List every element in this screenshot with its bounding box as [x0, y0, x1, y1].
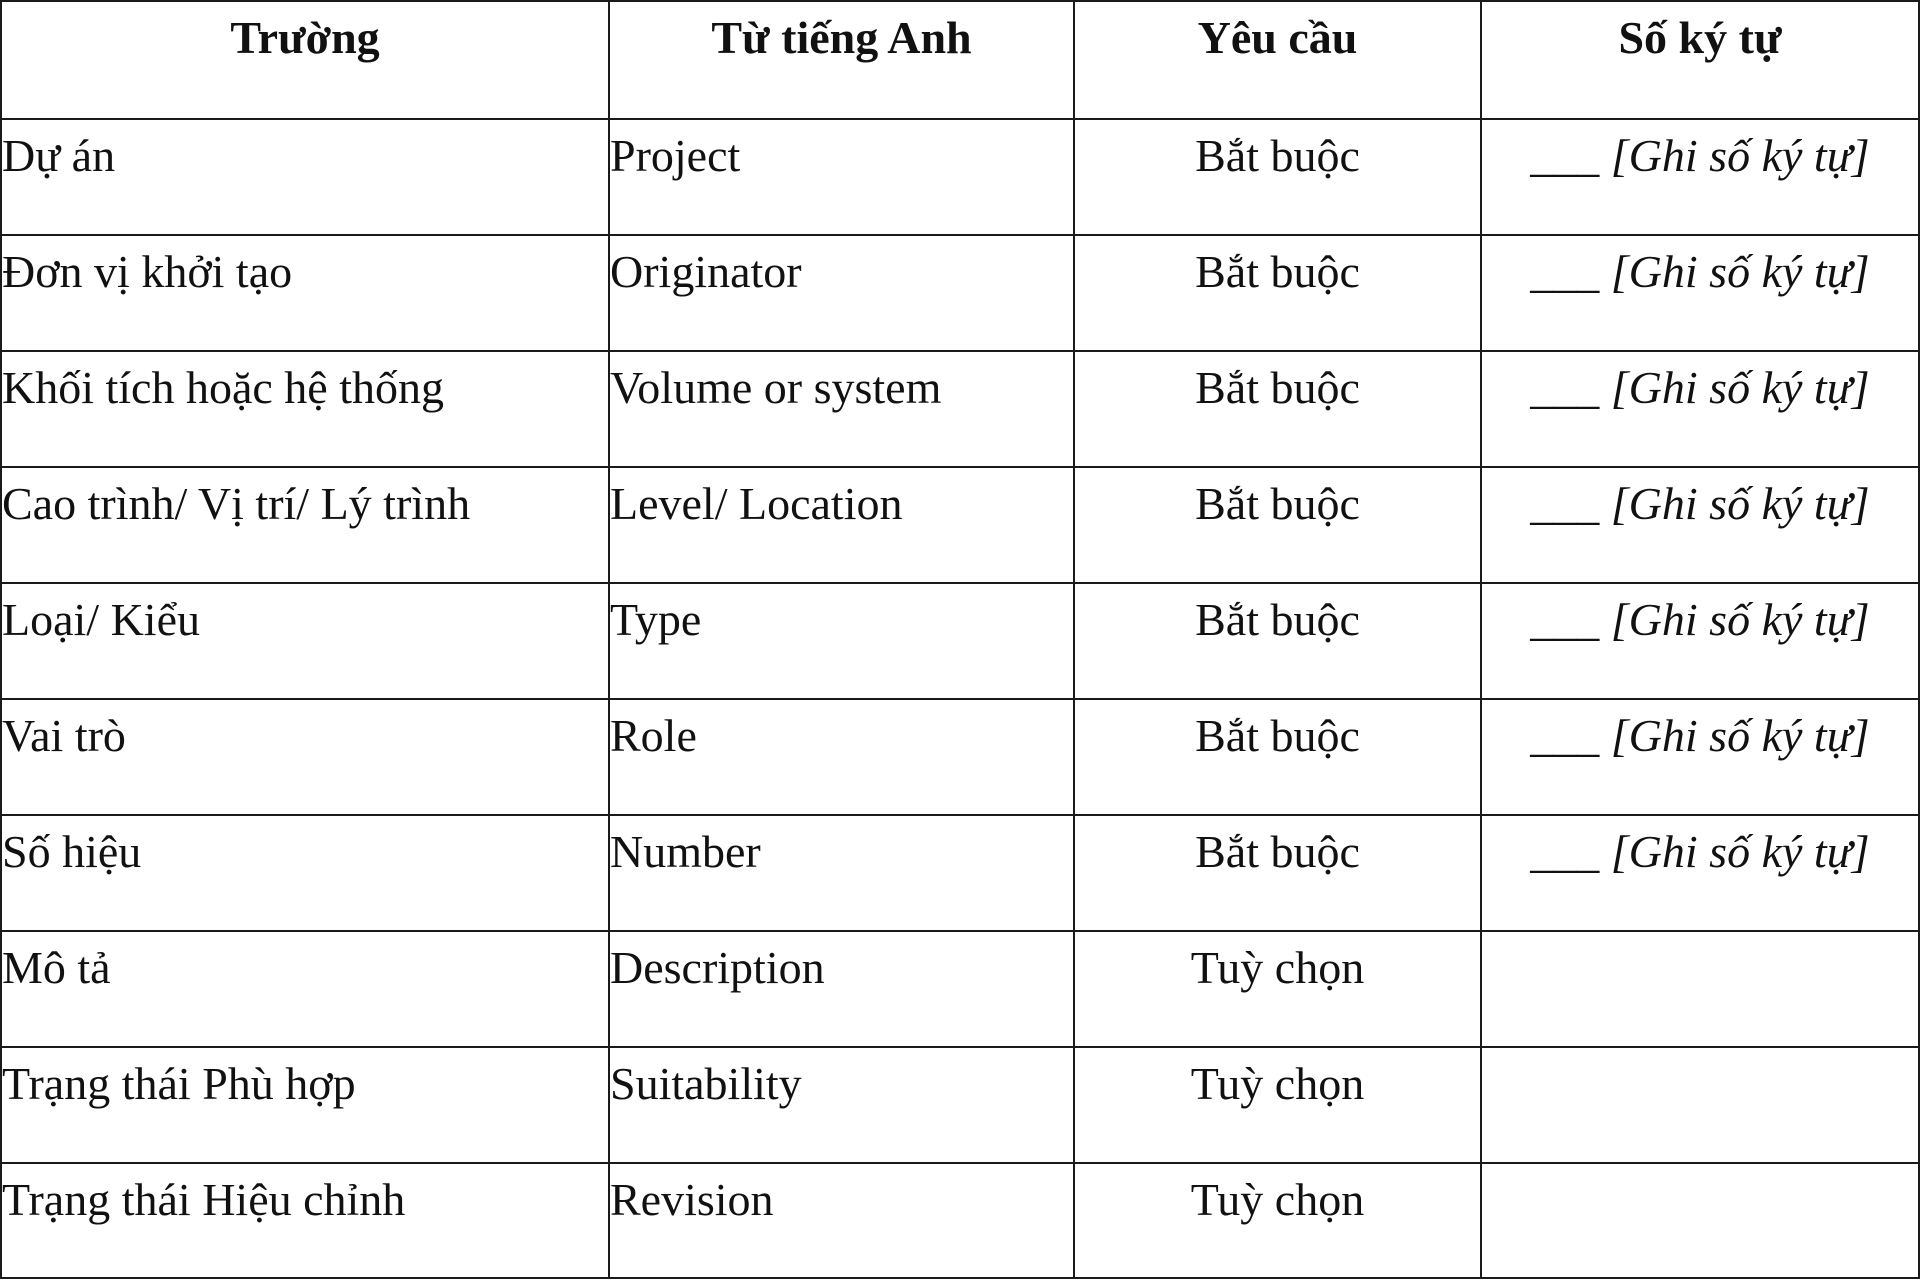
cell-field: Loại/ Kiểu — [1, 583, 609, 699]
cell-english: Project — [609, 119, 1074, 235]
table-row — [1, 1163, 1919, 1278]
char-count-blank: ___ — [1530, 478, 1600, 529]
cell-field: Số hiệu — [1, 815, 609, 931]
cell-char-count — [1481, 235, 1919, 351]
cell-requirement: Tuỳ chọn — [1074, 1047, 1481, 1163]
table-row — [1, 583, 1919, 699]
header-field: Trường — [1, 1, 609, 119]
cell-field: Cao trình/ Vị trí/ Lý trình — [1, 467, 609, 583]
header-char-count: Số ký tự — [1481, 1, 1919, 119]
char-count-note: [Ghi số ký tự] — [1610, 246, 1870, 297]
table-row — [1, 699, 1919, 815]
cell-requirement: Bắt buộc — [1074, 467, 1481, 583]
table-row — [1, 815, 1919, 931]
cell-english: Role — [609, 699, 1074, 815]
cell-requirement: Bắt buộc — [1074, 351, 1481, 467]
cell-char-count — [1481, 351, 1919, 467]
char-count-blank: ___ — [1530, 130, 1600, 181]
cell-requirement: Bắt buộc — [1074, 119, 1481, 235]
cell-english: Number — [609, 815, 1074, 931]
cell-field: Dự án — [1, 119, 609, 235]
char-count-note: [Ghi số ký tự] — [1610, 826, 1870, 877]
cell-char-count — [1481, 1163, 1919, 1278]
cell-english: Type — [609, 583, 1074, 699]
cell-field: Trạng thái Hiệu chỉnh — [1, 1163, 609, 1278]
char-count-note: [Ghi số ký tự] — [1610, 130, 1870, 181]
cell-english: Suitability — [609, 1047, 1074, 1163]
cell-requirement: Tuỳ chọn — [1074, 1163, 1481, 1278]
table-row — [1, 931, 1919, 1047]
cell-english: Originator — [609, 235, 1074, 351]
char-count-blank: ___ — [1530, 710, 1600, 761]
cell-requirement: Bắt buộc — [1074, 583, 1481, 699]
char-count-blank: ___ — [1530, 246, 1600, 297]
table-row — [1, 1047, 1919, 1163]
cell-english: Revision — [609, 1163, 1074, 1278]
header-row — [1, 1, 1919, 119]
cell-english: Description — [609, 931, 1074, 1047]
cell-english: Level/ Location — [609, 467, 1074, 583]
char-count-blank: ___ — [1530, 826, 1600, 877]
char-count-note: [Ghi số ký tự] — [1610, 710, 1870, 761]
cell-field: Mô tả — [1, 931, 609, 1047]
cell-char-count — [1481, 583, 1919, 699]
table-row — [1, 235, 1919, 351]
header-english: Từ tiếng Anh — [609, 1, 1074, 119]
char-count-note: [Ghi số ký tự] — [1610, 362, 1870, 413]
cell-requirement: Bắt buộc — [1074, 235, 1481, 351]
cell-field: Đơn vị khởi tạo — [1, 235, 609, 351]
cell-requirement: Tuỳ chọn — [1074, 931, 1481, 1047]
cell-requirement: Bắt buộc — [1074, 815, 1481, 931]
char-count-note: [Ghi số ký tự] — [1610, 594, 1870, 645]
cell-field: Vai trò — [1, 699, 609, 815]
cell-field: Trạng thái Phù hợp — [1, 1047, 609, 1163]
header-requirement: Yêu cầu — [1074, 1, 1481, 119]
cell-char-count — [1481, 467, 1919, 583]
table-row — [1, 119, 1919, 235]
cell-requirement: Bắt buộc — [1074, 699, 1481, 815]
cell-english: Volume or system — [609, 351, 1074, 467]
cell-char-count — [1481, 815, 1919, 931]
cell-char-count — [1481, 1047, 1919, 1163]
cell-char-count — [1481, 699, 1919, 815]
cell-field: Khối tích hoặc hệ thống — [1, 351, 609, 467]
table-row — [1, 351, 1919, 467]
char-count-blank: ___ — [1530, 594, 1600, 645]
char-count-blank: ___ — [1530, 362, 1600, 413]
char-count-note: [Ghi số ký tự] — [1610, 478, 1870, 529]
table-row — [1, 467, 1919, 583]
cell-char-count — [1481, 931, 1919, 1047]
cell-char-count — [1481, 119, 1919, 235]
